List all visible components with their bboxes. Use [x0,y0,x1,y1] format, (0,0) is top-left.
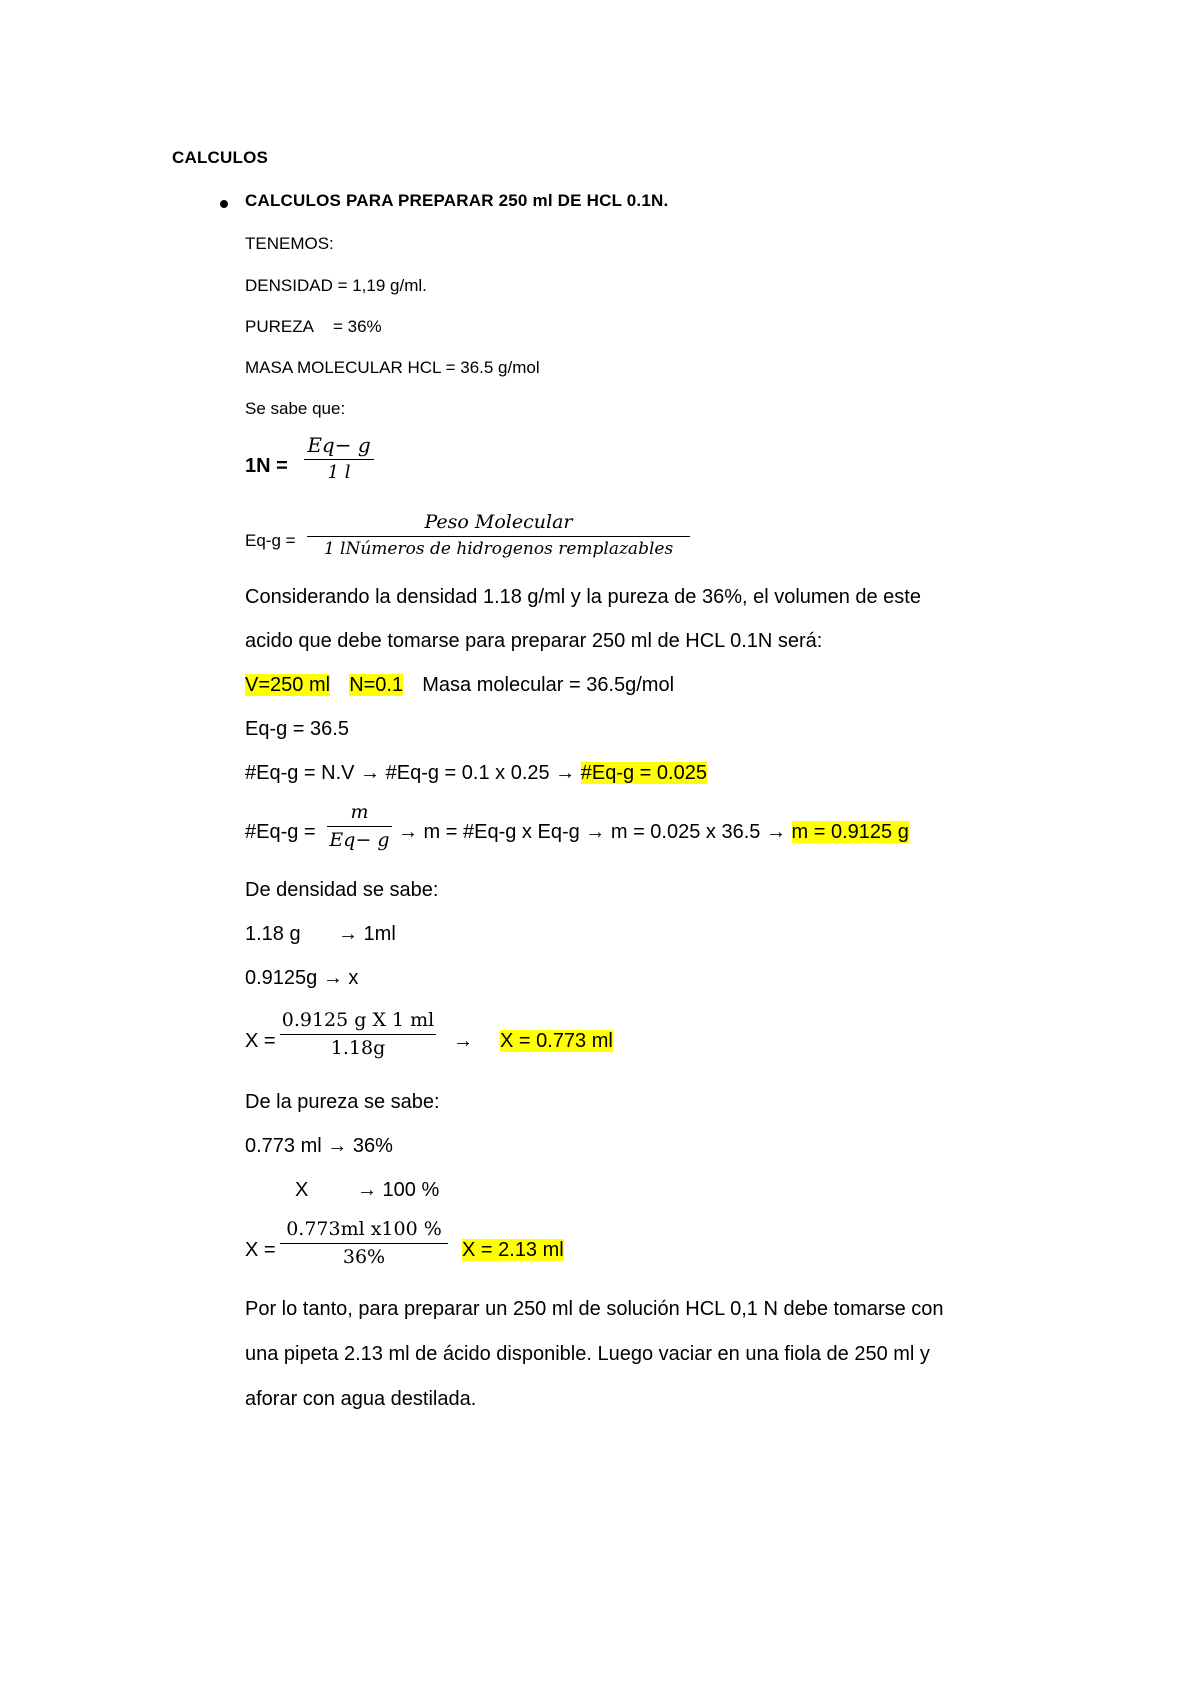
given-values-line [245,674,674,697]
neqg-text: #Eq-g = N.V → #Eq-g = 0.1 x 0.25 → [245,762,581,784]
mass-line-text: → m = #Eq-g x Eq-g → m = 0.025 x 36.5 → [398,821,786,843]
neqg-result-highlight: #Eq-g = 0.025 [580,762,707,784]
eqg-value-line: Eq-g = 36.5 [245,718,349,740]
pureza-header: De la pureza se sabe: [245,1091,440,1113]
given-masa-molecular: MASA MOLECULAR HCL = 36.5 g/mol [245,358,540,377]
neqg-line [245,762,707,785]
paragraph-line: acido que debe tomarse para preparar 250 ml de HCL 0.1N será: [245,630,823,652]
given-densidad: DENSIDAD = 1,19 g/ml. [245,276,427,295]
conclusion-line: aforar con agua destilada. [245,1388,477,1410]
x1-num: 0.9125 g X 1 ml [281,1009,435,1031]
given-intro: TENEMOS: [245,234,334,253]
eqg-formula-num: Peso Molecular [424,511,573,533]
paragraph-line: Considerando la densidad 1.18 g/ml y la pureza de 36%, el volumen de este [245,586,921,608]
bullet-icon [220,200,228,208]
mass-result-highlight: m = 0.9125 g [791,821,909,843]
mass-line-lhs: #Eq-g = [245,821,316,843]
fraction-bar [304,459,374,460]
eqg-formula-fraction [307,512,690,559]
x1-den: 1.18g [330,1036,386,1059]
given-pureza-value: = 36% [333,317,382,336]
pur-row1: 0.773 ml → 36% [245,1135,393,1157]
x2-result-line [462,1239,564,1262]
pur-row2-right: → 100 % [357,1179,440,1201]
x1-lhs: X = [245,1030,276,1052]
dens-row1-right: → 1ml [338,923,396,945]
dens-row1-left: 1.18 g [245,923,301,945]
given-pureza-label: PUREZA [245,317,314,336]
volume-highlight: V=250 ml [245,674,331,696]
mass-line-den: Eq− g [329,828,390,851]
eqg-formula-den: 1 lNúmeros de hidrogenos remplazables [323,538,674,559]
x2-lhs: X = [245,1239,276,1261]
mass-line-num: m [350,801,369,823]
x1-result-line [500,1030,613,1053]
x2-den: 36% [342,1245,386,1268]
conclusion-line: una pipeta 2.13 ml de ácido disponible. Luego vaciar en una fiola de 250 ml y [245,1343,930,1365]
x1-fraction [280,1010,436,1060]
normality-highlight: N=0.1 [349,674,404,696]
normal-formula-lhs: 1N = [245,455,288,477]
molar-mass-text: Masa molecular = 36.5g/mol [422,674,675,696]
x2-fraction [280,1219,448,1269]
dens-row2: 0.9125g → x [245,967,359,989]
normal-formula-den: 1 l [327,462,351,483]
fraction-bar [280,1034,436,1035]
x1-arrow: → [453,1030,473,1052]
page-title: CALCULOS [172,148,269,167]
fraction-bar [327,826,392,827]
mass-line-fraction [327,802,392,852]
normal-formula-fraction [304,434,374,484]
conclusion-line: Por lo tanto, para preparar un 250 ml de solución HCL 0,1 N debe tomarse con [245,1298,944,1320]
x1-result-highlight: X = 0.773 ml [500,1030,613,1052]
pur-row2-left: X [295,1179,309,1201]
x2-num: 0.773ml x100 % [286,1218,442,1240]
fraction-bar [307,536,690,537]
eqg-formula-lhs: Eq-g = [245,531,296,550]
densidad-header: De densidad se sabe: [245,879,439,901]
fraction-bar [280,1243,448,1244]
normal-formula-num: Eq− g [307,433,371,457]
given-se-sabe: Se sabe que: [245,399,346,418]
bullet-heading: CALCULOS PARA PREPARAR 250 ml DE HCL 0.1N. [245,191,669,210]
x2-result-highlight: X = 2.13 ml [462,1239,564,1261]
mass-line-rest [398,821,909,844]
